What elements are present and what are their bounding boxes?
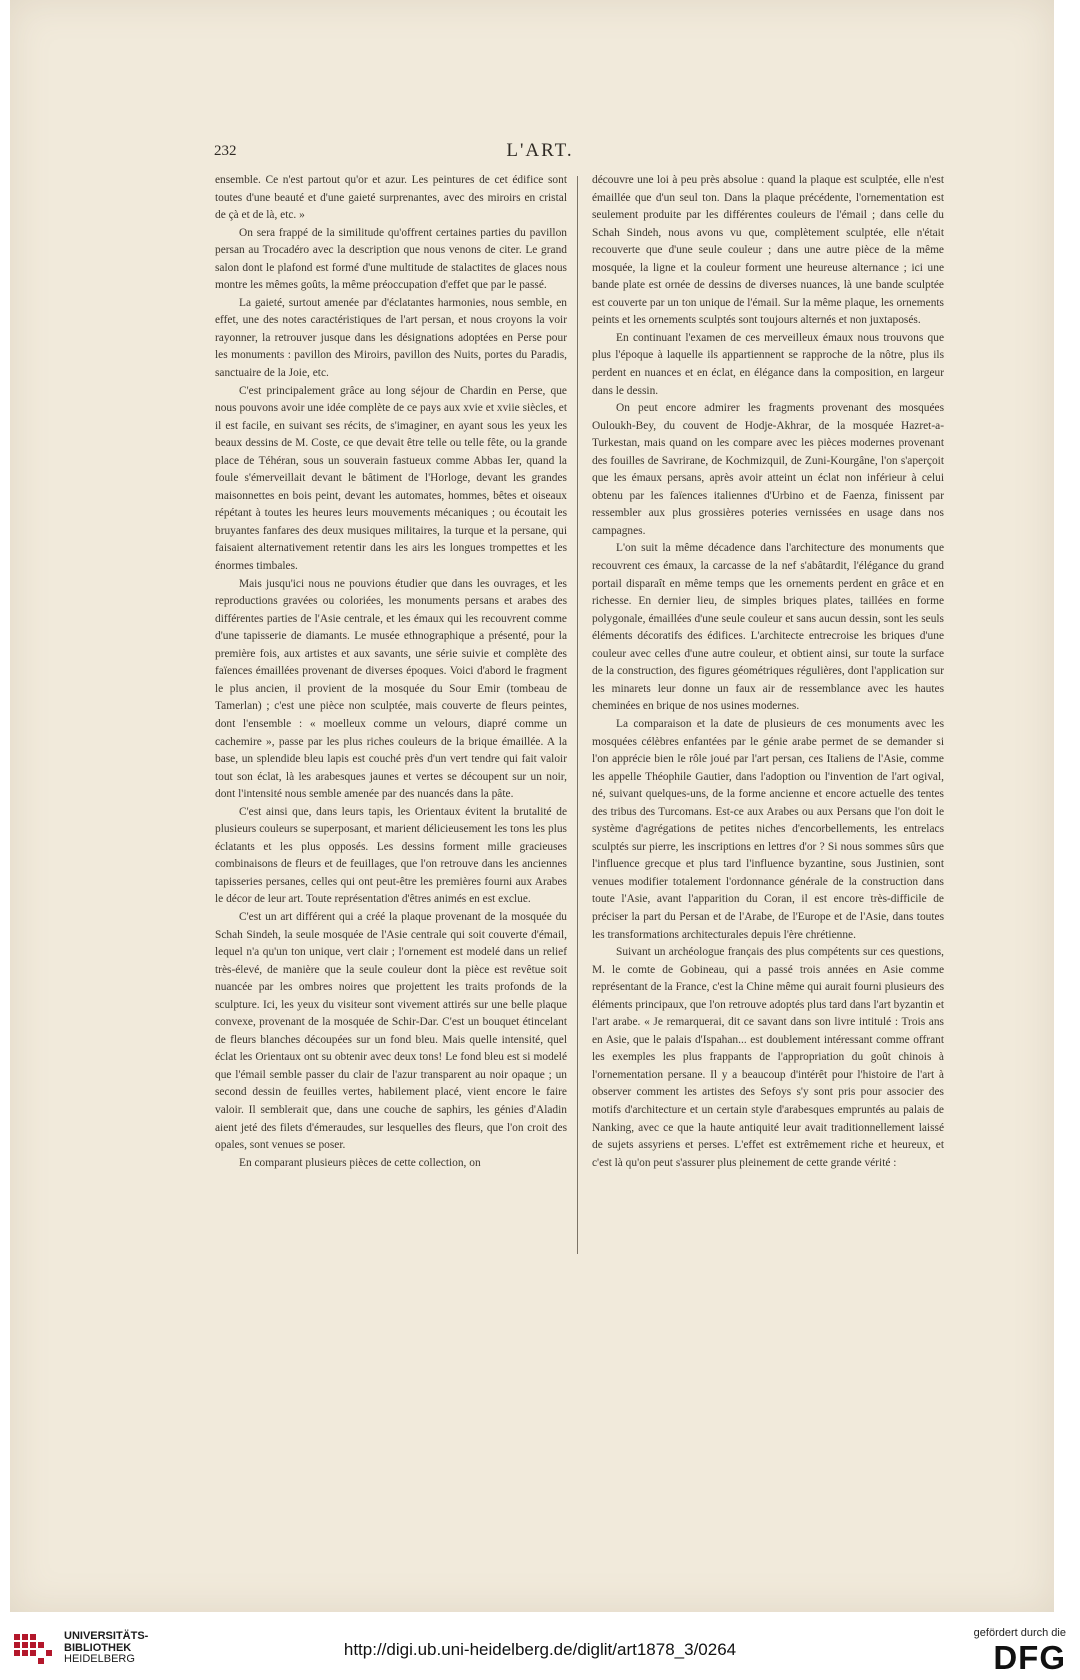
paragraph: En comparant plusieurs pièces de cette collection, on [239,1156,481,1169]
paragraph: C'est ainsi que, dans leurs tapis, les Orientaux évitent la brutalité de plusieurs couleurs se superposant, et marient délicieusement les tons les plus éclatants et les plus opposés. Les dessins forment mille gracieuses combinaisons de fleurs et de feuillages, que l'on retrouve dans les anciennes tapisseries persanes, celles qui ont peut-être les premières fourni aux Arabes le décor de leur art. Toute représentation d'êtres animés en est exclue. [215,805,567,906]
library-name-line: UNIVERSITÄTS- [64,1630,149,1642]
paragraph: La comparaison et la date de plusieurs de ces monuments avec les mosquées célèbres enfantées par le génie arabe permet de se demander si l'on apprécie bien le rôle joué par l'art persan, ces Italiens de l'Asie, comme les appelle Théophile Gautier, dans l'adoption ou l'invention de l'art ogival, né, suivant quelques-uns, de la forme ancienne et encore actuelle des tentes des tribus des Turcomans. Est-ce aux Arabes ou aux Persans que l'on doit le système d'agrégations de petites niches d'encorbellements, les entrelacs sculptés sur pierre, les inscriptions en lettres d'or ? Si nous sommes sûrs que l'influence grecque et plus tard l'influence byzantine, sous Justinien, sont venues modifier totalement l'ordonnance générale de la construction dans toute l'Asie, avant l'apparition du Coran, il est encore très-difficile de préciser la part du Persan et de l'Arabe, de l'Europe et de l'Asie, dans toutes les transformations architecturales depuis l'ère chrétienne. [592,717,944,941]
running-title: L'ART. [506,140,574,161]
page-number: 232 [214,143,237,159]
library-name-line: BIBLIOTHEK [64,1641,132,1654]
library-name-line: HEIDELBERG [64,1653,135,1665]
right-text-column [592,172,944,1262]
paragraph: Mais jusqu'ici nous ne pouvions étudier que dans les ouvrages, et les reproductions gravées ou coloriées, les monuments persans et arabes des différentes parties de l'Asie centrale, et les émaux qui les recouvrent comme d'une tapisserie de diamants. Le musée ethnographique a présenté, pour la première fois, aux artistes et aux savants, une série suivie et complète des faïences émaillées provenant de diverses époques. Voici d'abord le fragment le plus ancien, il provient de la mosquée du Sour Emir (tombeau de Tamerlan) ; c'est une pièce non sculptée, mais couverte de fleurs peintes, dont l'ensemble : « moelleux comme un velours, diapré comme un cachemire », passe par les plus riches couleurs de la brique émaillée. A la base, un splendide bleu lapis est couché près d'un vert tendre qui fait valoir tout son éclat, là les arabesques jaunes et vertes se découpent sur un noir, dont l'intensité nous semble amenée par des nuancés dans la pâte. [215,577,567,801]
column-divider [577,176,578,1254]
permalink-url[interactable]: http://digi.ub.uni-heidelberg.de/diglit/art1878_3/0264 [343,1640,737,1659]
dfg-logo: DFG [993,1639,1066,1676]
paragraph: C'est principalement grâce au long séjour de Chardin en Perse, que nous pouvons avoir une idée complète de ce pays aux xvie et xviie siècles, et il est facile, en suivant ses récits, de s'imaginer, en ayant sous les yeux les beaux dessins de M. Coste, ce que devait être telle ou telle fête, ou la grande place de Téhéran, sous un souverain fastueux comme Abbas Ier, quand la foule s'émerveillait devant le bâtiment de l'Horloge, devant les grandes maisonnettes en bois peint, devant les automates, hommes, bêtes et oiseaux répétant à toutes les heures leurs mouvements mécaniques ; ou écoutait les bruyantes fanfares des deux musiques militaires, la turque et la persane, qui faisaient alternativement retentir dans les airs les longues trompettes et les énormes timbales. [215,384,567,573]
paragraph: Suivant un archéologue français des plus compétents sur ces questions, M. le comte de Gobineau, qui a passé trois années en Asie comme représentant de la France, c'est la Chine même qui aurait fourni plusieurs des éléments principaux, que l'on retrouve adoptés plus tard dans l'art byzantin et l'art arabe. « Je remarquerai, dit ce savant dans son livre intitulé : Trois ans en Asie, que le palais d'Ispahan... est doublement intéressant comme offrant les exemples les plus frappants de l'appropriation du goût chinois à l'ornementation persane. Il y a beaucoup d'intérêt pour l'histoire de l'art à observer comment les artistes des Sefoys s'y sont pris pour associer des motifs d'architecture et un certain style d'arabesques empruntés au palais de Nanking, avec ce que la haute antiquité leur avait traditionnellement laissé de sujets assyriens et perses. L'effet est extrêmement riche et heureux, et c'est là qu'on peut s'assurer plus pleinement de cette grande vérité : [592,946,944,1169]
paragraph: ensemble. Ce n'est partout qu'or et azur. Les peintures de cet édifice sont toutes d'une beauté et d'une gaieté surprenantes, avec des miroirs en cristal de çà et de là, etc. » [215,174,567,222]
paragraph: En continuant l'examen de ces merveilleux émaux nous trouvons que plus l'époque à laquelle ils appartiennent se rapproche de la nôtre, plus ils perdent en nuances et en éclat, en élégance dans la composition, en largeur dans le dessin. [592,331,944,397]
paragraph: La gaieté, surtout amenée par d'éclatantes harmonies, nous semble, en effet, une des notes caractéristiques de l'art persan, et nous croyons la voir rayonner, la retrouver jusque dans les désignations adoptées en Perse pour les monuments : pavillon des Miroirs, pavillon des Nuits, portes du Paradis, sanctuaire de la Joie, etc. [215,296,567,380]
paragraph: C'est un art différent qui a créé la plaque provenant de la mosquée du Schah Sindeh, la seule mosquée de l'Asie centrale qui soit couverte d'émail, lequel n'a qu'un ton unique, vert clair ; l'ornement est modelé dans un relief très-élevé, de manière que la seule couleur dont la pièce est revêtue soit nuancée par les ombres noires que projettent les traits profonds de la sculpture. Ici, les yeux du visiteur sont vivement attirés sur une belle plaque convexe, provenant de la mosquée de Schir-Dar. C'est un bouquet étincelant de fleurs blanches découpées sur un fond bleu. Mais quelle intensité, quel éclat les Orientaux ont su obtenir avec deux tons! Le fond bleu est si modelé que l'émail semble passer du clair de l'azur transparent au noir opaque ; un second dessin de feuilles vertes, habilement placé, vient encore le faire valoir. Il semblerait que, dans une couche de saphirs, les génies d'Aladin aient jeté des filets d'émeraudes, sur lesquelles des fleurs, que l'on croit des opales, sont venues se poser. [215,910,567,1152]
paragraph: On sera frappé de la similitude qu'offrent certaines parties du pavillon persan au Trocadéro avec la description que nous venons de citer. Le grand salon dont le plafond est formé d'une multitude de stalactites de glaces nous montre les mêmes goûts, la même préoccupation d'effet que par le passé. [215,226,567,292]
paragraph: On peut encore admirer les fragments provenant des mosquées Ouloukh-Bey, du couvent de Hodje-Akhrar, de la mosquée Hazret-a-Turkestan, mais quand on les compare avec les pièces modernes provenant des fouilles de Savrirane, de Kochmizquil, de Zuni-Kourgâne, l'on s'aperçoit que les émaux persans, après avoir atteint un éclat non inférieur à celui obtenu par les faïences italiennes d'Urbino et de Faenza, finissent par ressembler aux plus grossières poteries vernissées en usage dans nos campagnes. [592,402,944,537]
paragraph: L'on suit la même décadence dans l'architecture des monuments que recouvrent ces émaux, la carcasse de la nef s'abâtardit, l'élégance du grand portail disparaît en même temps que les ornements perdent en grâce et en richesse. En dernier lieu, de simples briques plates, taillées en forme polygonale, émaillées d'une seule couleur et sans aucun dessin, sont les seuls éléments décoratifs des édifices. L'architecte entrecroise les briques d'une couleur avec celles d'une autre couleur, et obtient ainsi, sur toute la surface de la construction, des figures géométriques régulières, dont l'application sur les minarets leur donne un faux air de ressemblance avec les hautes cheminées en brique de nos usines modernes. [592,542,944,713]
left-text-column [215,172,567,1262]
funding-note: gefördert durch die [973,1627,1066,1639]
paragraph: découvre une loi à peu près absolue : quand la plaque est sculptée, elle n'est émaillée que d'un seul ton. Dans la plaque précédente, l'ornementation est seulement produite par les différentes couleurs de l'émail ; dans celle du Schah Sindeh, nous avons vu que, complètement sculptée, elle n'était recouverte que d'une seule couleur ; dans une autre pièce de la même mosquée, la ligne et la couleur forment une heureuse alternance ; ici une bande plate est ornée de dessins de diverses nuances, là une bande sculptée est couverte par un ton unique de l'émail. Sur la même plaque, les ornements peints et les ornements sculptés sont toujours alternés et non juxtaposés. [592,174,944,327]
